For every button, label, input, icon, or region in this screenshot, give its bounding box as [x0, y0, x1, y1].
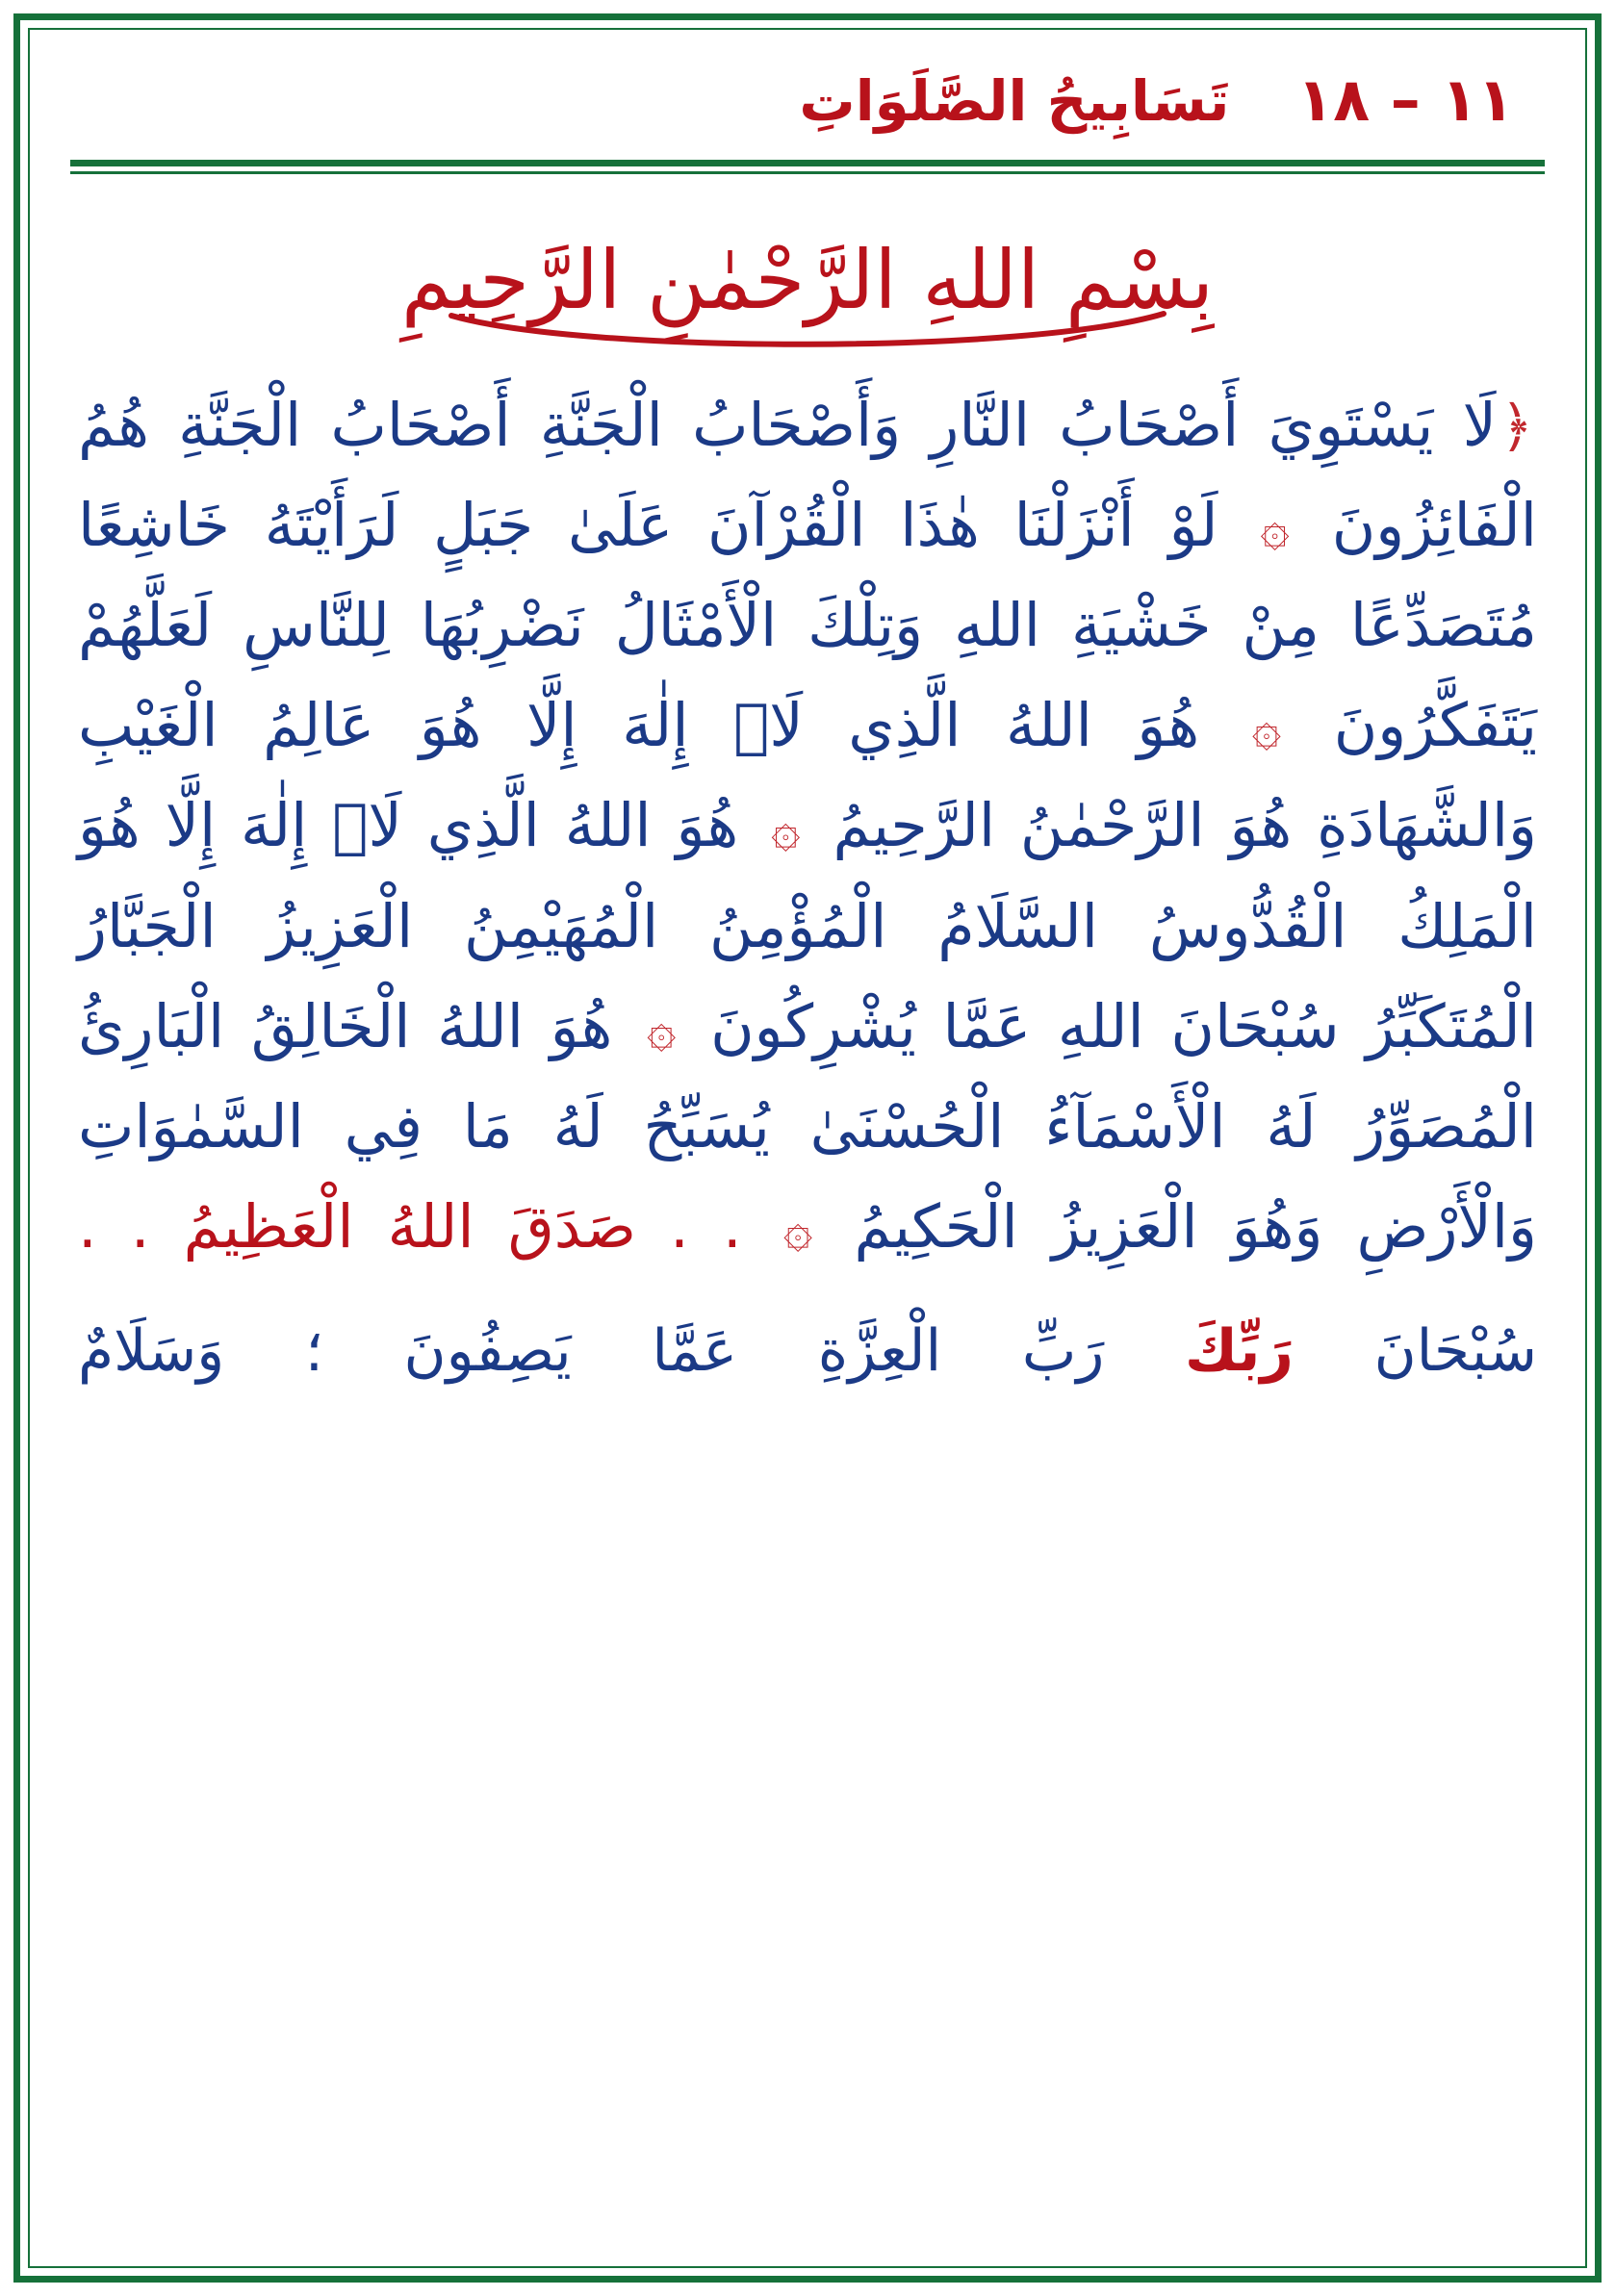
open-bracket-ornament: ﴿ — [1500, 393, 1533, 459]
page-header — [63, 55, 1552, 135]
ayah-segment: هُوَ اللهُ الَّذِي لَاۤ إِلٰهَ إِلَّا هُوَ عَالِمُ الْغَيْبِ وَالشَّهَادَةِ هُوَ الرَّحْمٰنُ الرَّحِيمُ — [78, 690, 1537, 861]
verse-separator-ornament: ۞ — [782, 1201, 813, 1260]
page-border-outer — [13, 13, 1602, 2283]
verse-separator-ornament: ۞ — [646, 1000, 677, 1059]
basmala-text — [63, 232, 1552, 356]
ayah-segment: لَا يَسْتَوِيَ أَصْحَابُ النَّارِ وَأَصْحَابُ الْجَنَّةِ أَصْحَابُ الْجَنَّةِ هُمُ الْفَائِزُونَ — [78, 389, 1537, 560]
closing-part-3: رَبِّ الْعِزَّةِ عَمَّا يَصِفُونَ ؛ وَسَلَامٌ — [78, 1317, 1105, 1386]
header-divider — [70, 160, 1545, 174]
ayah-segment: هُوَ اللهُ الْخَالِقُ الْبَارِئُ الْمُصَوِّرُ لَهُ الْأَسْمَآءُ الْحُسْنَىٰ يُسَبِّحُ لَهُ مَا فِي السَّمٰوَاتِ وَالْأَرْضِ وَهُوَ الْعَزِيزُ الْحَكِيمُ — [78, 990, 1537, 1263]
divider-thick-line — [70, 160, 1545, 166]
verse-separator-ornament: ۞ — [771, 800, 801, 858]
quran-body-text — [63, 375, 1552, 1277]
closing-line — [63, 1277, 1552, 1400]
basmala-label: بِسْمِ اللهِ الرَّحْمٰنِ الرَّحِيمِ — [400, 233, 1215, 327]
closing-part-2-highlight: رَبِّكَ — [1184, 1317, 1294, 1386]
closing-part-1: سُبْحَانَ — [1373, 1317, 1538, 1386]
verse-range: ١١ – ١٨ — [1296, 64, 1514, 135]
ayah-segment: هُوَ اللهُ الَّذِي لَاۤ إِلٰهَ إِلَّا هُوَ الْمَلِكُ الْقُدُّوسُ السَّلَامُ الْمُؤْمِنُ الْمُهَيْمِنُ الْعَزِيزُ الْجَبَّارُ الْمُتَكَبِّرُ سُبْحَانَ اللهِ عَمَّا يُشْرِكُونَ — [78, 790, 1537, 1061]
divider-thin-line — [70, 171, 1545, 174]
verse-separator-ornament: ۞ — [1260, 499, 1290, 558]
page-border-inner — [28, 28, 1587, 2268]
verse-separator-ornament: ۞ — [1251, 700, 1282, 758]
sadaqa-allah-text: . . صَدَقَ اللهُ الْعَظِيمُ . . — [78, 1191, 742, 1263]
page-title: تَسَابِيحُ الصَّلَوَاتِ — [799, 68, 1230, 134]
ayah-segment: لَوْ أَنْزَلْنَا هٰذَا الْقُرْآنَ عَلَىٰ جَبَلٍ لَرَأَيْتَهُ خَاشِعًا مُتَصَدِّعًا مِنْ خَشْيَةِ اللهِ وَتِلْكَ الْأَمْثَالُ نَضْرِبُهَا لِلنَّاسِ لَعَلَّهُمْ يَتَفَكَّرُونَ — [78, 489, 1537, 761]
